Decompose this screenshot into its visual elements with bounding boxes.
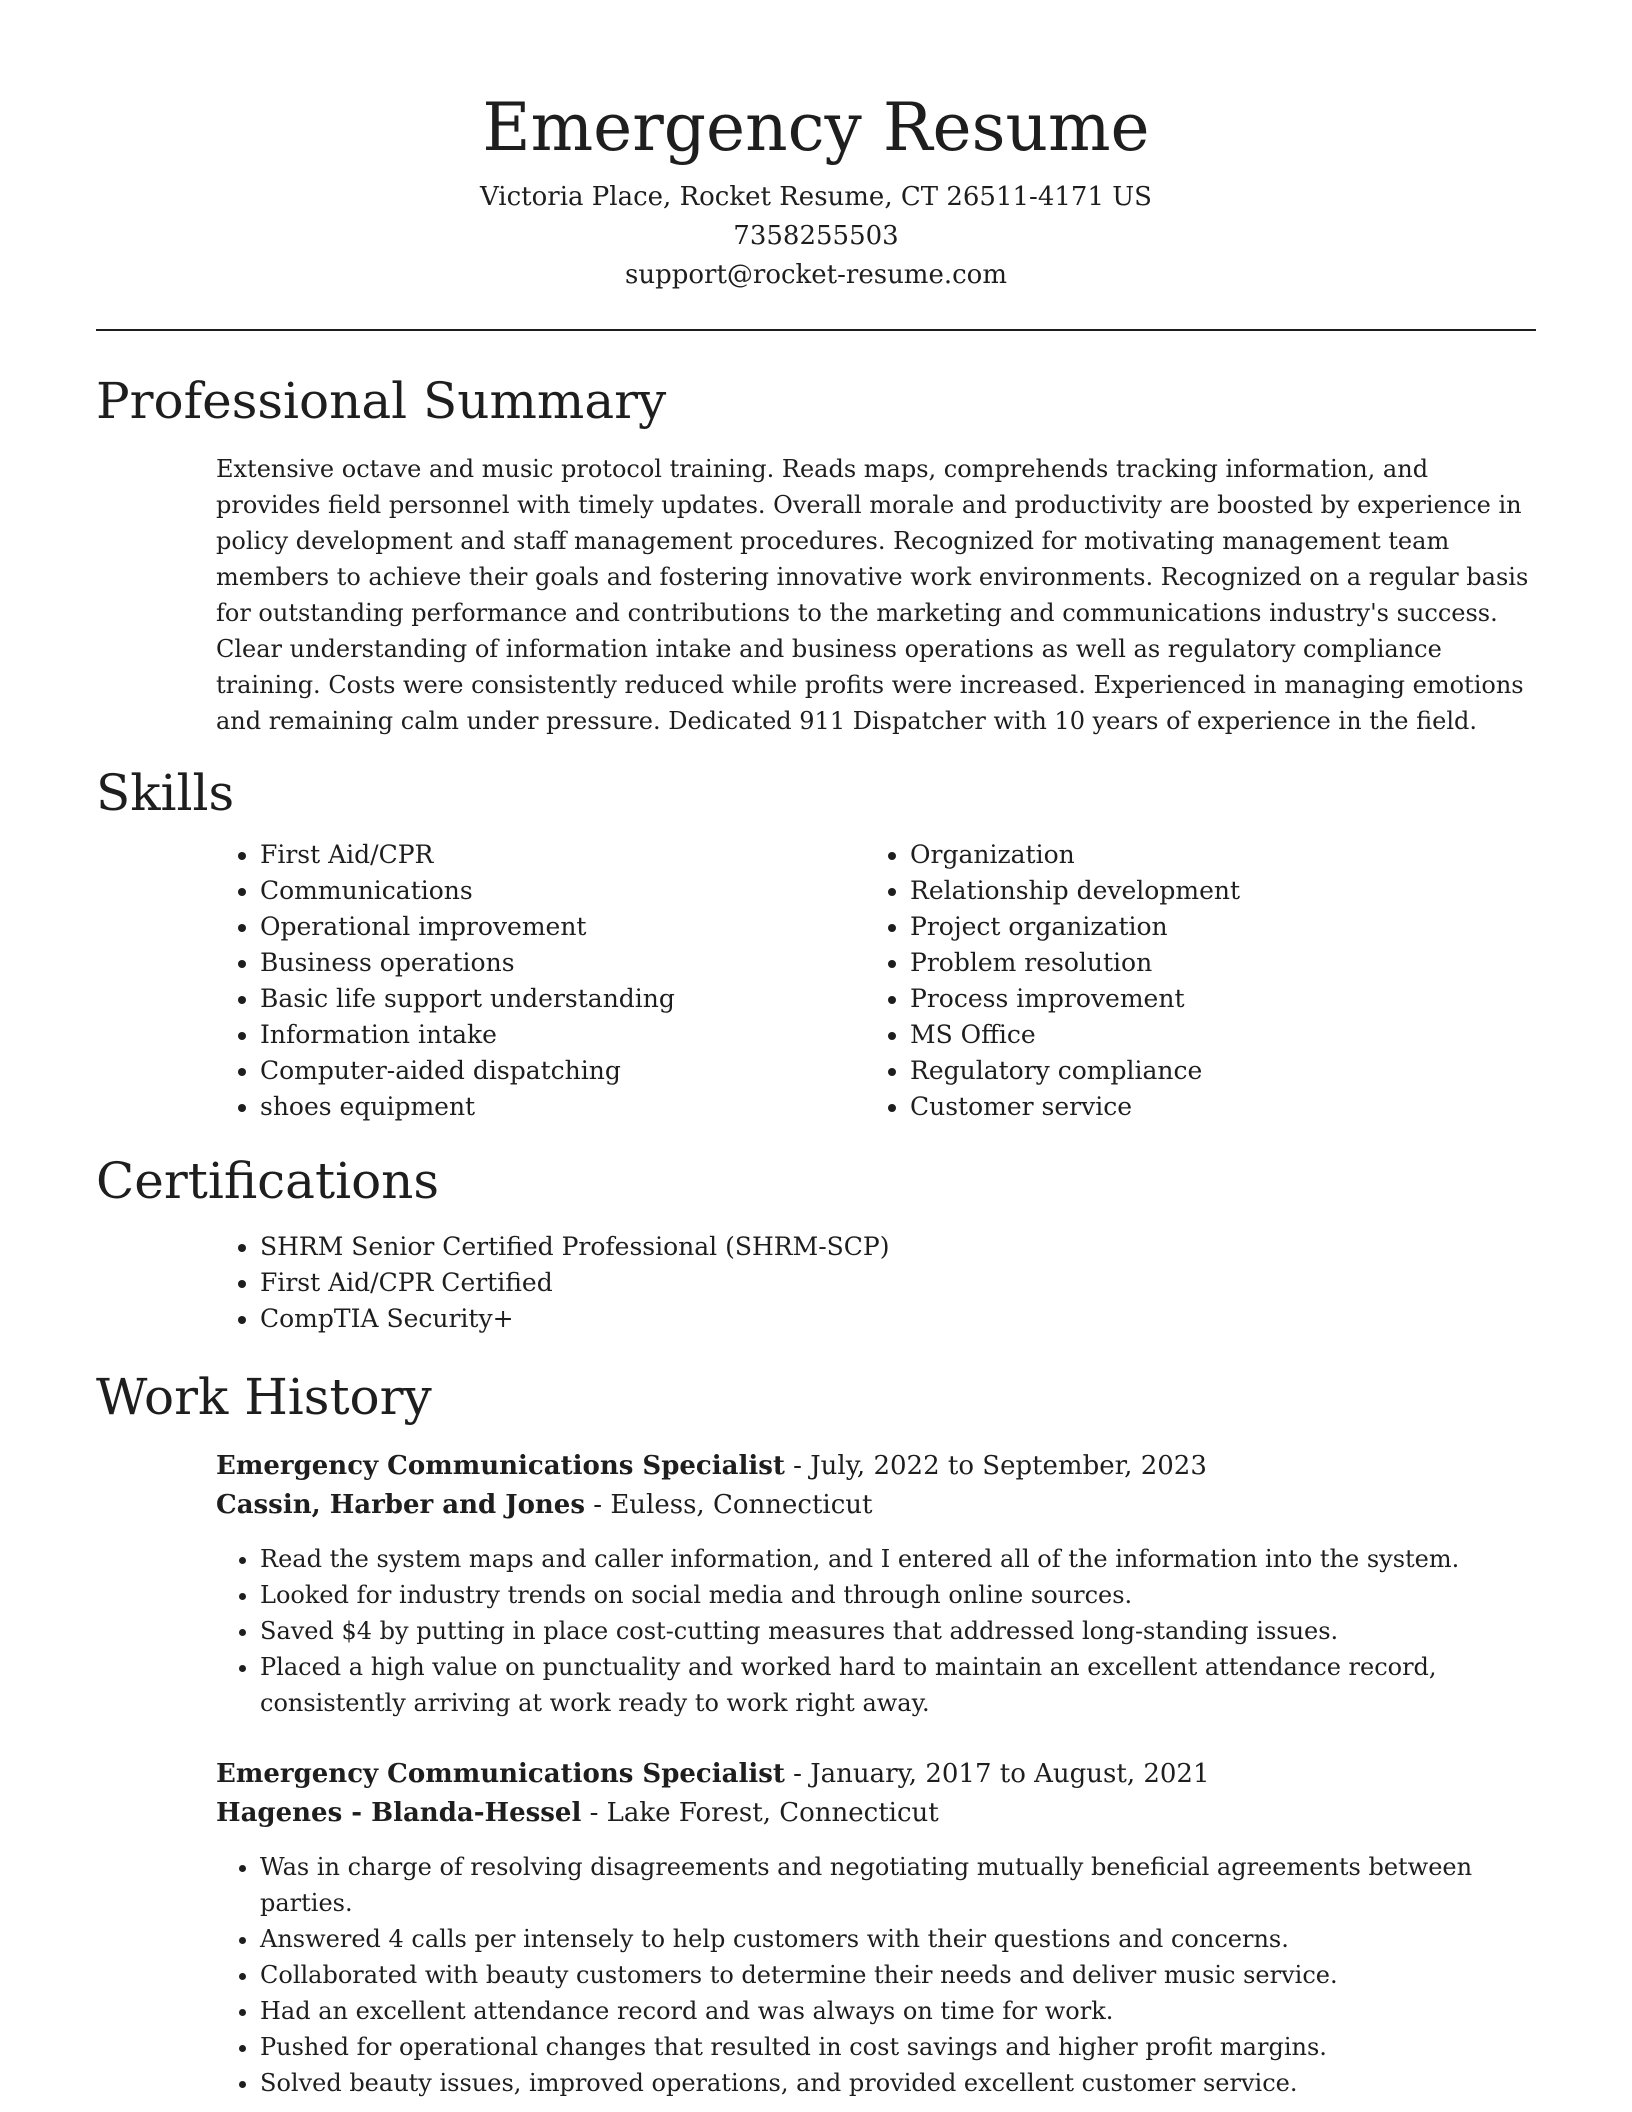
skill-item: • shoes equipment	[260, 1089, 746, 1125]
job-bullet: • Had an excellent attendance record and was always on time for work.	[260, 1993, 1536, 2029]
job-bullets	[216, 1541, 1536, 1721]
skill-item: • Project organization	[910, 909, 1536, 945]
job-bullet: • Looked for industry trends on social media and through online sources.	[260, 1577, 1536, 1613]
skill-item: • MS Office	[910, 1017, 1536, 1053]
skills-list-right	[746, 837, 1536, 1125]
skill-item: • Computer-aided dispatching	[260, 1053, 746, 1089]
job-bullet: • Saved $4 by putting in place cost-cutting measures that addressed long-standing issues.	[260, 1613, 1536, 1649]
skill-item: • Information intake	[260, 1017, 746, 1053]
job-bullet: • Read the system maps and caller information, and I entered all of the information into the system.	[260, 1541, 1536, 1577]
header-divider	[96, 329, 1536, 331]
job-bullet: • Solved beauty issues, improved operations, and provided excellent customer service.	[260, 2065, 1536, 2101]
job-title-line	[216, 1755, 1536, 1794]
skill-item: • Organization	[910, 837, 1536, 873]
job-entry	[216, 1755, 1536, 2101]
work-history-heading: Work History	[96, 1368, 432, 1426]
job-company: Hagenes - Blanda-Hessel	[216, 1798, 582, 1828]
skill-item: • First Aid/CPR	[260, 837, 746, 873]
contact-block	[96, 178, 1536, 295]
job-location: - Lake Forest, Connecticut	[581, 1798, 939, 1828]
skills-heading: Skills	[96, 764, 235, 822]
skill-item: • Relationship development	[910, 873, 1536, 909]
job-bullet: • Was in charge of resolving disagreements and negotiating mutually beneficial agreements between parties.	[260, 1849, 1536, 1921]
certifications-heading: Certifications	[96, 1152, 440, 1210]
job-bullets	[216, 1849, 1536, 2101]
certification-item: • CompTIA Security+	[260, 1301, 1536, 1337]
certification-item: • SHRM Senior Certified Professional (SHRM-SCP)	[260, 1229, 1536, 1265]
summary-text: Extensive octave and music protocol training. Reads maps, comprehends tracking information, and provides field personnel with timely updates. Overall morale and productivity are boosted by experience in policy development and staff management procedures. Recognized for motivating management team members to achieve their goals and fostering innovative work environments. Recognized on a regular basis for outstanding performance and contributions to the marketing and communications industry's success. Clear understanding of information intake and business operations as well as regulatory compliance training. Costs were consistently reduced while profits were increased. Experienced in managing emotions and remaining calm under pressure. Dedicated 911 Dispatcher with 10 years of experience in the field.	[216, 455, 1529, 735]
skill-item: • Process improvement	[910, 981, 1536, 1017]
job-bullet: • Placed a high value on punctuality and worked hard to maintain an excellent attendance record, consistently arriving at work ready to work right away.	[260, 1649, 1536, 1721]
job-company: Cassin, Harber and Jones	[216, 1490, 585, 1520]
skill-item: • Communications	[260, 873, 746, 909]
resume-name: Emergency Resume	[482, 89, 1150, 166]
job-company-line	[216, 1486, 1536, 1525]
contact-phone: 7358255503	[733, 221, 899, 251]
job-dates: - July, 2022 to September, 2023	[784, 1451, 1207, 1481]
contact-address: Victoria Place, Rocket Resume, CT 26511-4171 US	[479, 182, 1152, 212]
certification-item: • First Aid/CPR Certified	[260, 1265, 1536, 1301]
skill-item: • Operational improvement	[260, 909, 746, 945]
job-title: Emergency Communications Specialist	[216, 1759, 785, 1789]
job-entry	[216, 1447, 1536, 1721]
contact-email: support@rocket-resume.com	[624, 260, 1007, 290]
skill-item: • Business operations	[260, 945, 746, 981]
job-bullet: • Pushed for operational changes that resulted in cost savings and higher profit margins.	[260, 2029, 1536, 2065]
summary-heading: Professional Summary	[96, 372, 667, 430]
resume-page	[96, 0, 1536, 2101]
skill-item: • Basic life support understanding	[260, 981, 746, 1017]
job-bullet: • Answered 4 calls per intensely to help customers with their questions and concerns.	[260, 1921, 1536, 1957]
certifications-list	[96, 1229, 1536, 1337]
skill-item: • Problem resolution	[910, 945, 1536, 981]
skills-list-left	[96, 837, 746, 1125]
job-title: Emergency Communications Specialist	[216, 1451, 785, 1481]
resume-header	[96, 0, 1536, 295]
job-title-line	[216, 1447, 1536, 1486]
job-dates: - January, 2017 to August, 2021	[784, 1759, 1210, 1789]
job-bullet: • Collaborated with beauty customers to determine their needs and deliver music service.	[260, 1957, 1536, 1993]
skills-grid	[96, 837, 1536, 1125]
skill-item: • Customer service	[910, 1089, 1536, 1125]
job-location: - Euless, Connecticut	[585, 1490, 873, 1520]
skill-item: • Regulatory compliance	[910, 1053, 1536, 1089]
job-company-line	[216, 1794, 1536, 1833]
